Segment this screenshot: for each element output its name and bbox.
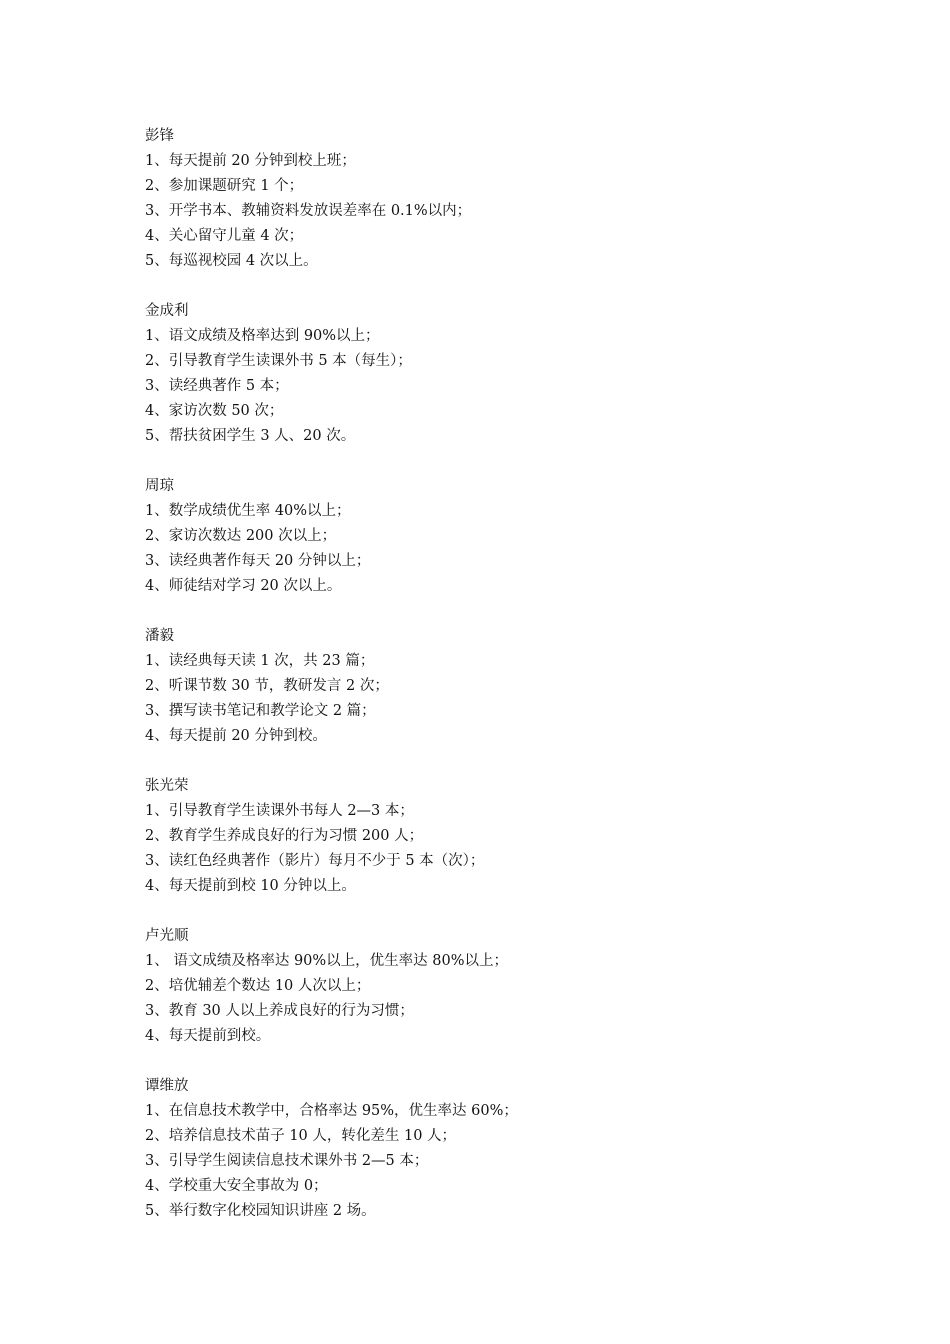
section-tan-weifang bbox=[145, 1074, 845, 1224]
list-item: 4、学校重大安全事故为 0； bbox=[145, 1178, 328, 1194]
section-zhou-qiong bbox=[145, 474, 845, 599]
section-heading: 周琼 bbox=[145, 478, 174, 494]
list-item: 4、每天提前到校 10 分钟以上。 bbox=[145, 878, 356, 894]
section-heading: 谭维放 bbox=[145, 1078, 189, 1094]
list-item: 5、每巡视校园 4 次以上。 bbox=[145, 253, 318, 269]
section-lu-guangshun bbox=[145, 924, 845, 1049]
list-item: 1、 语文成绩及格率达 90%以上，优生率达 80%以上； bbox=[145, 953, 509, 969]
section-jin-chengli bbox=[145, 299, 845, 449]
list-item: 2、听课节数 30 节，教研发言 2 次； bbox=[145, 678, 389, 694]
list-item: 3、教育 30 人以上养成良好的行为习惯； bbox=[145, 1003, 414, 1019]
section-zhang-guangrong bbox=[145, 774, 845, 899]
list-item: 1、在信息技术教学中，合格率达 95%，优生率达 60%； bbox=[145, 1103, 518, 1119]
list-item: 3、读经典著作每天 20 分钟以上； bbox=[145, 553, 371, 569]
list-item: 2、引导教育学生读课外书 5 本（每生）； bbox=[145, 353, 412, 369]
list-item: 4、关心留守儿童 4 次； bbox=[145, 228, 304, 244]
list-item: 2、家访次数达 200 次以上； bbox=[145, 528, 337, 544]
list-item: 3、读经典著作 5 本； bbox=[145, 378, 289, 394]
list-item: 5、举行数字化校园知识讲座 2 场。 bbox=[145, 1203, 376, 1219]
list-item: 2、教育学生养成良好的行为习惯 200 人； bbox=[145, 828, 424, 844]
section-pan-yi bbox=[145, 624, 845, 749]
list-item: 1、数学成绩优生率 40%以上； bbox=[145, 503, 351, 519]
section-heading: 金成利 bbox=[145, 303, 189, 319]
section-peng-feng bbox=[145, 124, 845, 274]
section-heading: 卢光顺 bbox=[145, 928, 189, 944]
list-item: 2、参加课题研究 1 个； bbox=[145, 178, 304, 194]
list-item: 4、每天提前 20 分钟到校。 bbox=[145, 728, 327, 744]
list-item: 1、语文成绩及格率达到 90%以上； bbox=[145, 328, 380, 344]
section-heading: 张光荣 bbox=[145, 778, 189, 794]
list-item: 5、帮扶贫困学生 3 人、20 次。 bbox=[145, 428, 356, 444]
list-item: 3、撰写读书笔记和教学论文 2 篇； bbox=[145, 703, 376, 719]
list-item: 4、师徒结对学习 20 次以上。 bbox=[145, 578, 342, 594]
list-item: 2、培养信息技术苗子 10 人，转化差生 10 人； bbox=[145, 1128, 457, 1144]
list-item: 3、开学书本、教辅资料发放误差率在 0.1%以内； bbox=[145, 203, 472, 219]
list-item: 3、读红色经典著作（影片）每月不少于 5 本（次）； bbox=[145, 853, 485, 869]
document-body bbox=[145, 124, 845, 1249]
list-item: 4、家访次数 50 次； bbox=[145, 403, 284, 419]
list-item: 3、引导学生阅读信息技术课外书 2—5 本； bbox=[145, 1153, 429, 1169]
list-item: 4、每天提前到校。 bbox=[145, 1028, 271, 1044]
list-item: 1、引导教育学生读课外书每人 2—3 本； bbox=[145, 803, 414, 819]
list-item: 1、每天提前 20 分钟到校上班； bbox=[145, 153, 356, 169]
list-item: 2、培优辅差个数达 10 人次以上； bbox=[145, 978, 371, 994]
section-heading: 彭锋 bbox=[145, 128, 174, 144]
list-item: 1、读经典每天读 1 次，共 23 篇； bbox=[145, 653, 375, 669]
section-heading: 潘毅 bbox=[145, 628, 174, 644]
